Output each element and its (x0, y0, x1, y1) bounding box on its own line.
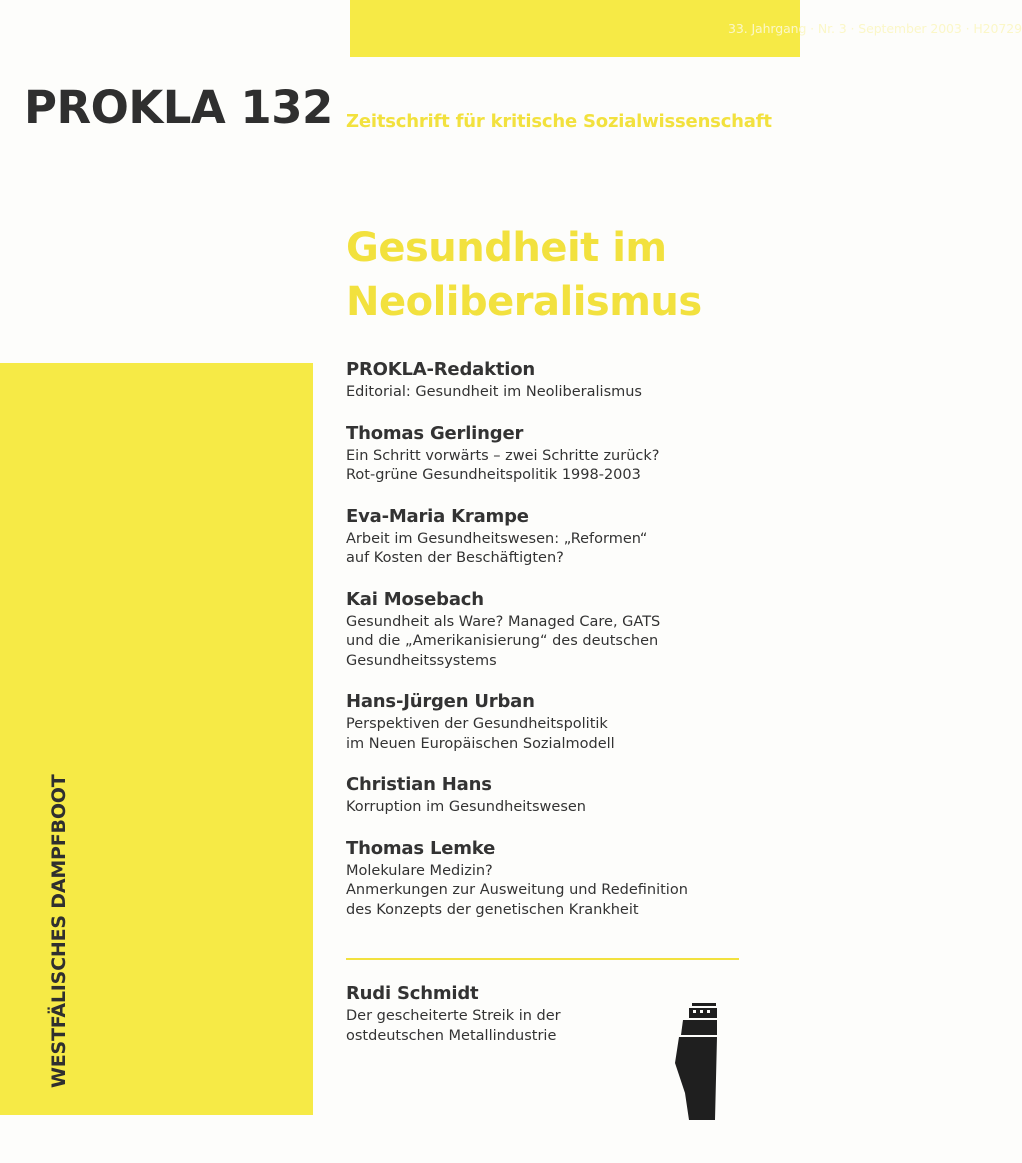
entry-author: Hans-Jürgen Urban (346, 691, 535, 712)
extra-author: Rudi Schmidt (346, 983, 479, 1004)
entry-author: Thomas Lemke (346, 837, 496, 859)
entry-title: Molekulare Medizin? Anmerkungen zur Ausweitung und Redefinition des Konzepts der genetischen Krankheit (346, 862, 688, 918)
contents-entry (346, 421, 786, 486)
extra-article (346, 981, 646, 1046)
journal-masthead: PROKLA 132 (24, 81, 333, 134)
contents-entry (346, 689, 786, 754)
contents-entry (346, 357, 786, 403)
entry-title: Gesundheit als Ware? Managed Care, GATS und die „Amerikanisierung“ des deutschen Gesundheitssystems (346, 613, 661, 669)
contents-entry (346, 772, 786, 818)
contents-entry (346, 587, 786, 672)
contents-entry (346, 504, 786, 569)
theme-line-1: Gesundheit im (346, 225, 667, 271)
entry-title: Ein Schritt vorwärts – zwei Schritte zurück? Rot-grüne Gesundheitspolitik 1998-2003 (346, 447, 660, 483)
entry-author: Kai Mosebach (346, 588, 484, 610)
issue-info: 33. Jahrgang · Nr. 3 · September 2003 · H20729 (728, 21, 1022, 36)
contents-entry (346, 836, 786, 921)
section-divider (346, 958, 739, 960)
steamboat-logo-icon (665, 1001, 735, 1120)
entry-title: Perspektiven der Gesundheitspolitik im Neuen Europäischen Sozialmodell (346, 716, 615, 752)
side-yellow-band (0, 363, 313, 1115)
extra-title: Der gescheiterte Streik in der ostdeutschen Metallindustrie (346, 1008, 561, 1044)
top-yellow-band (350, 0, 1022, 57)
entry-title: Arbeit im Gesundheitswesen: „Reformen“ auf Kosten der Beschäftigten? (346, 530, 648, 566)
journal-subtitle: Zeitschrift für kritische Sozialwissenschaft (346, 111, 772, 132)
entry-author: Thomas Gerlinger (346, 422, 524, 444)
entry-title: Editorial: Gesundheit im Neoliberalismus (346, 384, 642, 400)
table-of-contents (346, 357, 786, 938)
entry-author: Christian Hans (346, 774, 492, 795)
entry-author: Eva-Maria Krampe (346, 505, 529, 527)
publisher-name: WESTFÄLISCHES DAMPFBOOT (48, 774, 70, 1088)
entry-title: Korruption im Gesundheitswesen (346, 799, 586, 815)
theme-line-2: Neoliberalismus (346, 279, 702, 325)
entry-author: PROKLA-Redaktion (346, 359, 535, 380)
issue-theme-title (346, 221, 786, 329)
